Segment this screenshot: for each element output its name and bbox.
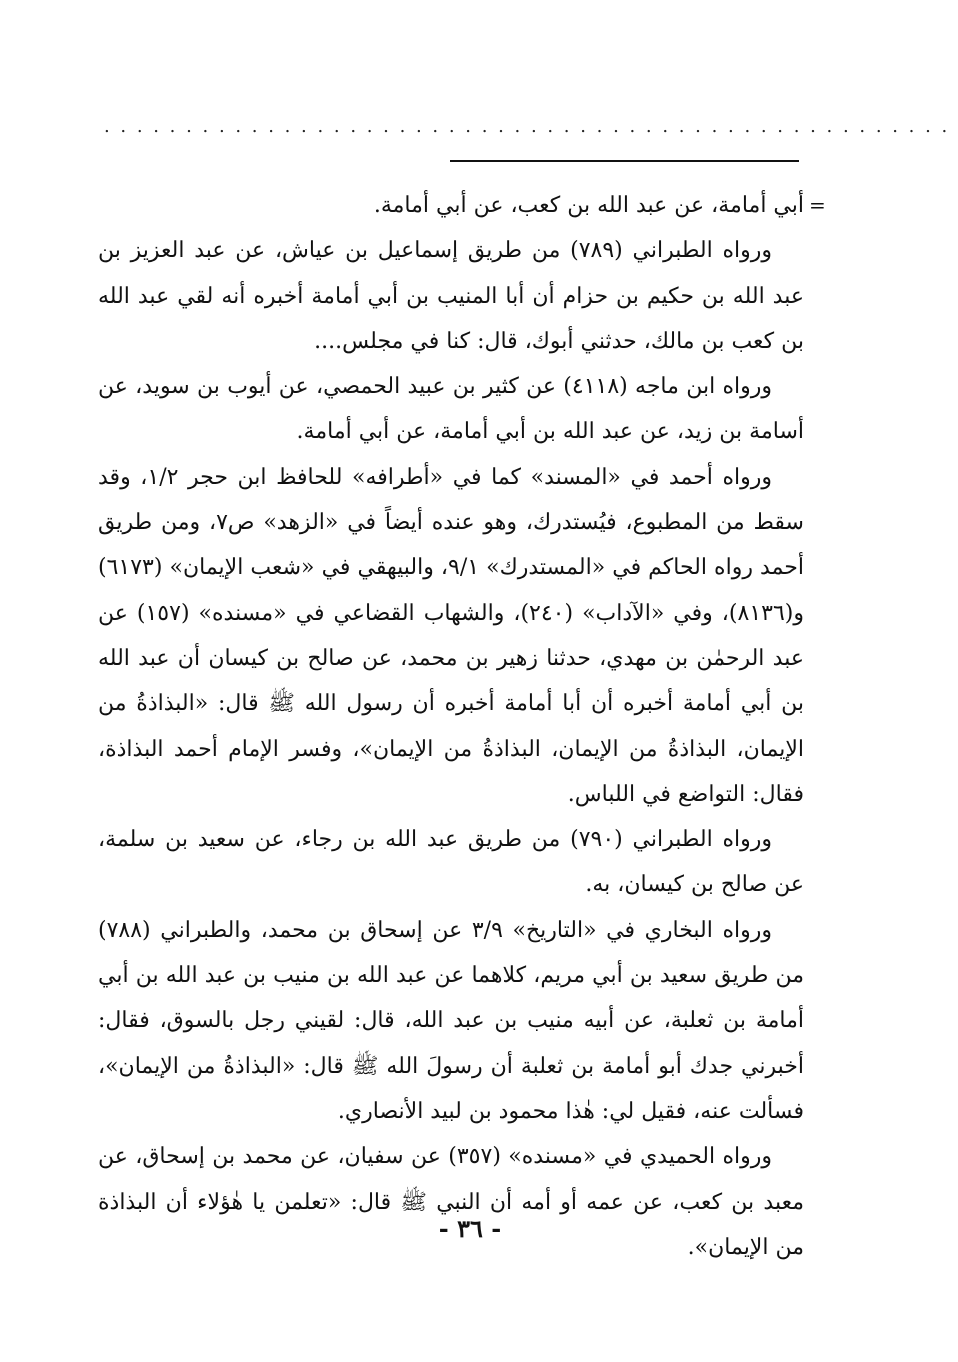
dotted-separator: .................................................... <box>104 116 958 137</box>
footnote-paragraph: ورواه البخاري في «التاريخ» ٣/٩ عن إسحاق بن محمد، والطبراني (٧٨٨) من طريق سعيد بن أبي مريم، كلاهما عن عبد الله بن منيب بن عبد الله بن أبي أمامة بن ثعلبة، عن أبيه منيب بن عبد الله، قال: لقيني رجل بالسوق، فقال: أخبرني جدك أبو أمامة بن ثعلبة أن رسولَ الله ﷺ قال: «البذاذةُ من الإيمان»، فسألت عنه، فقيل لي: هٰذا محمود بن لبيد الأنصاري. <box>98 917 805 1124</box>
footnote-paragraph: ورواه ابن ماجه (٤١١٨) عن كثير بن عبيد الحمصي، عن أيوب بن سويد، عن أسامة بن زيد، عن عبد الله بن أبي أمامة، عن أبي أمامة. <box>98 374 804 445</box>
footnote-paragraph: ورواه الطبراني (٧٨٩) من طريق إسماعيل بن عياش، عن عبد العزيز بن عبد الله بن حكيم بن حزام أن أبا المنيب بن أبي أمامة أخبره أنه لقي عبد الله بن كعب بن مالك، حدثني أبوك، قال: كنا في مجلس.... <box>98 238 804 354</box>
footnote-paragraph: ورواه أحمد في «المسند» كما في «أطرافه» للحافظ ابن حجر ١/٢، وقد سقط من المطبوع، فيُستدرك، وهو عنده أيضاً في «الزهد» ص٧، ومن طريق أحمد رواه الحاكم في «المستدرك» ٩/١، والبيهقي في «شعب الإيمان» (٦١٧٣) و(٨١٣٦)، وفي «الآداب» (٢٤٠)، والشهاب القضاعي في «مسنده» (١٥٧) عن عبد الرحمٰن بن مهدي، حدثنا زهير بن محمد، عن صالح بن كيسان أن عبد الله بن أبي أمامة أخبره أن أبا أمامة أخبره أن رسول الله ﷺ قال: «البذاذةُ من الإيمان، البذاذةُ من الإيمان، البذاذةُ من الإيمان»، وفسر الإمام أحمد البذاذة، فقال: التواضع في اللباس. <box>98 464 804 807</box>
footnote-paragraph: ورواه الحميدي في «مسنده» (٣٥٧) عن سفيان، عن محمد بن إسحاق، عن معبد بن كعب، عن عمه أو أمه أن النبي ﷺ قال: «تعلمن يا هٰؤلاء أن البذاذة من الإيمان». <box>98 1144 804 1260</box>
footnote-rule <box>450 160 799 162</box>
footnote-paragraph: ورواه الطبراني (٧٩٠) من طريق عبد الله بن رجاء، عن سعيد بن سلمة، عن صالح بن كيسان، به. <box>98 827 804 898</box>
continuation-mark: = <box>809 193 826 217</box>
footnote-text <box>98 183 804 1270</box>
footnote-paragraph: أبي أمامة، عن عبد الله بن كعب، عن أبي أمامة. <box>373 193 804 218</box>
page-number: - ٣٦ - <box>438 1214 502 1243</box>
